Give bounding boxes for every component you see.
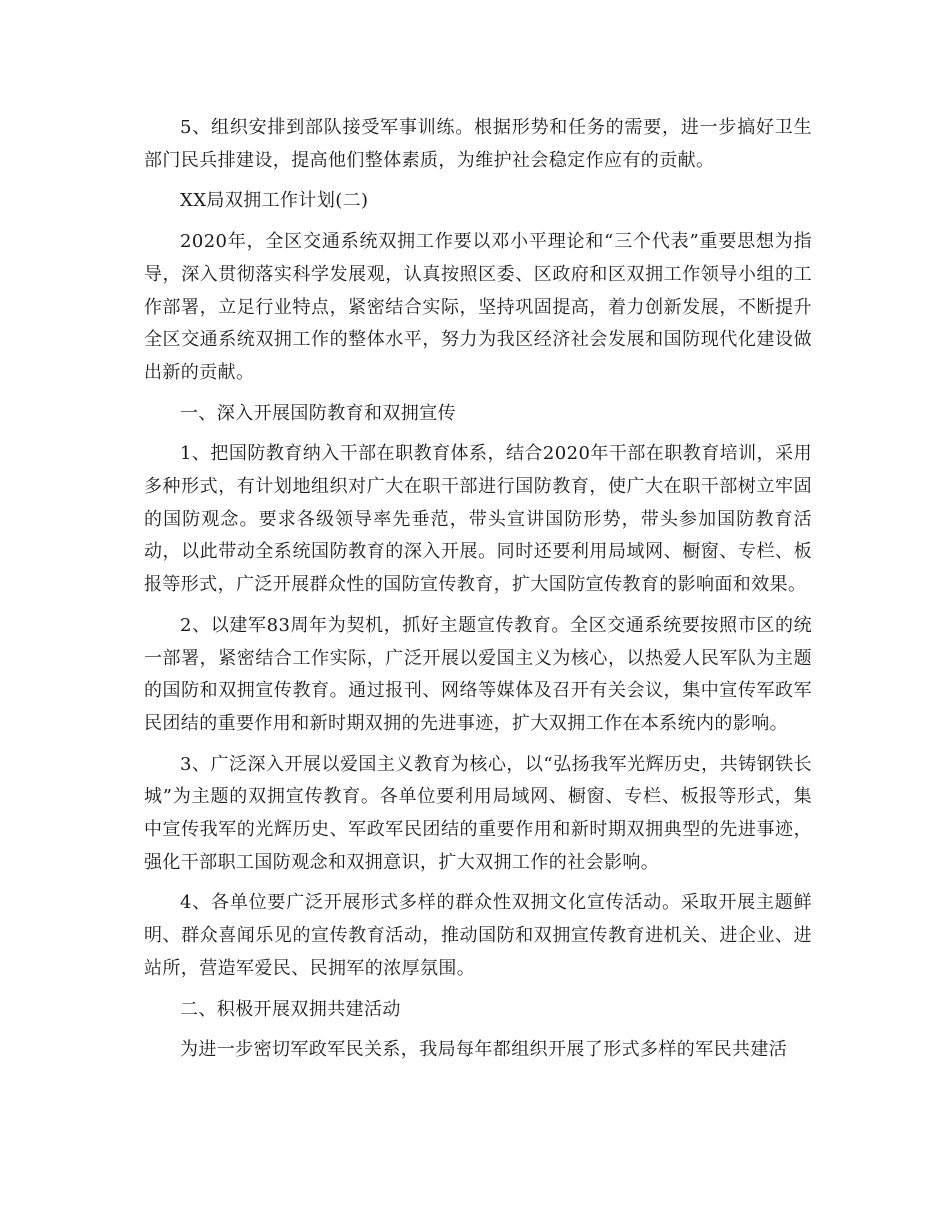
- paragraph-item-3: 3、广泛深入开展以爱国主义教育为核心，以“弘扬我军光辉历史，共铸钢铁长城”为主题的双拥宣传教育。各单位要利用局域网、橱窗、专栏、板报等形式，集中宣传我军的光辉历史、军政军民团结的重要作用和新时期双拥典型的先进事迹，强化干部职工国防观念和双拥意识，扩大双拥工作的社会影响。: [144, 753, 812, 873]
- paragraph-closing: 为进一步密切军政军民关系，我局每年都组织开展了形式多样的军民共建活: [180, 1039, 788, 1061]
- paragraph-item-2: 2、以建军83周年为契机，抓好主题宣传教育。全区交通系统要按照市区的统一部署，紧密结合工作实际，广泛开展以爱国主义为核心，以热爱人民军队为主题的国防和双拥宣传教育。通过报刊、网络等媒体及召开有关会议，集中宣传军政军民团结的重要作用和新时期双拥的先进事迹，扩大双拥工作在本系统内的影响。: [144, 614, 812, 734]
- paragraph-item-1: 1、把国防教育纳入干部在职教育体系，结合2020年干部在职教育培训，采用多种形式，有计划地组织对广大在职干部进行国防教育，使广大在职干部树立牢固的国防观念。要求各级领导率先垂范，带头宣讲国防形势，带头参加国防教育活动，以此带动全系统国防教育的深入开展。同时还要利用局域网、橱窗、专栏、板报等形式，广泛开展群众性的国防宣传教育，扩大国防宣传教育的影响面和效果。: [144, 443, 812, 596]
- intro-paragraph: 2020年，全区交通系统双拥工作要以邓小平理论和“三个代表”重要思想为指导，深入贯彻落实科学发展观，认真按照区委、区政府和区双拥工作领导小组的工作部署，立足行业特点，紧密结合实际，坚持巩固提高，着力创新发展，不断提升全区交通系统双拥工作的整体水平，努力为我区经济社会发展和国防现代化建设做出新的贡献。: [144, 231, 812, 383]
- paragraph-item-4: 4、各单位要广泛开展形式多样的群众性双拥文化宣传活动。采取开展主题鲜明、群众喜闻乐见的宣传教育活动，推动国防和双拥宣传教育进机关、进企业、进站所，营造军爱民、民拥军的浓厚氛围。: [144, 892, 812, 979]
- heading-section-1: 一、深入开展国防教育和双拥宣传: [180, 402, 456, 424]
- document-body: [144, 112, 812, 1075]
- paragraph-item-5: 5、组织安排到部队接受军事训练。根据形势和任务的需要，进一步搞好卫生部门民兵排建设，提高他们整体素质，为维护社会稳定作应有的贡献。: [144, 117, 812, 171]
- section-title: XX局双拥工作计划(二): [180, 190, 369, 212]
- heading-section-2: 二、积极开展双拥共建活动: [180, 998, 401, 1020]
